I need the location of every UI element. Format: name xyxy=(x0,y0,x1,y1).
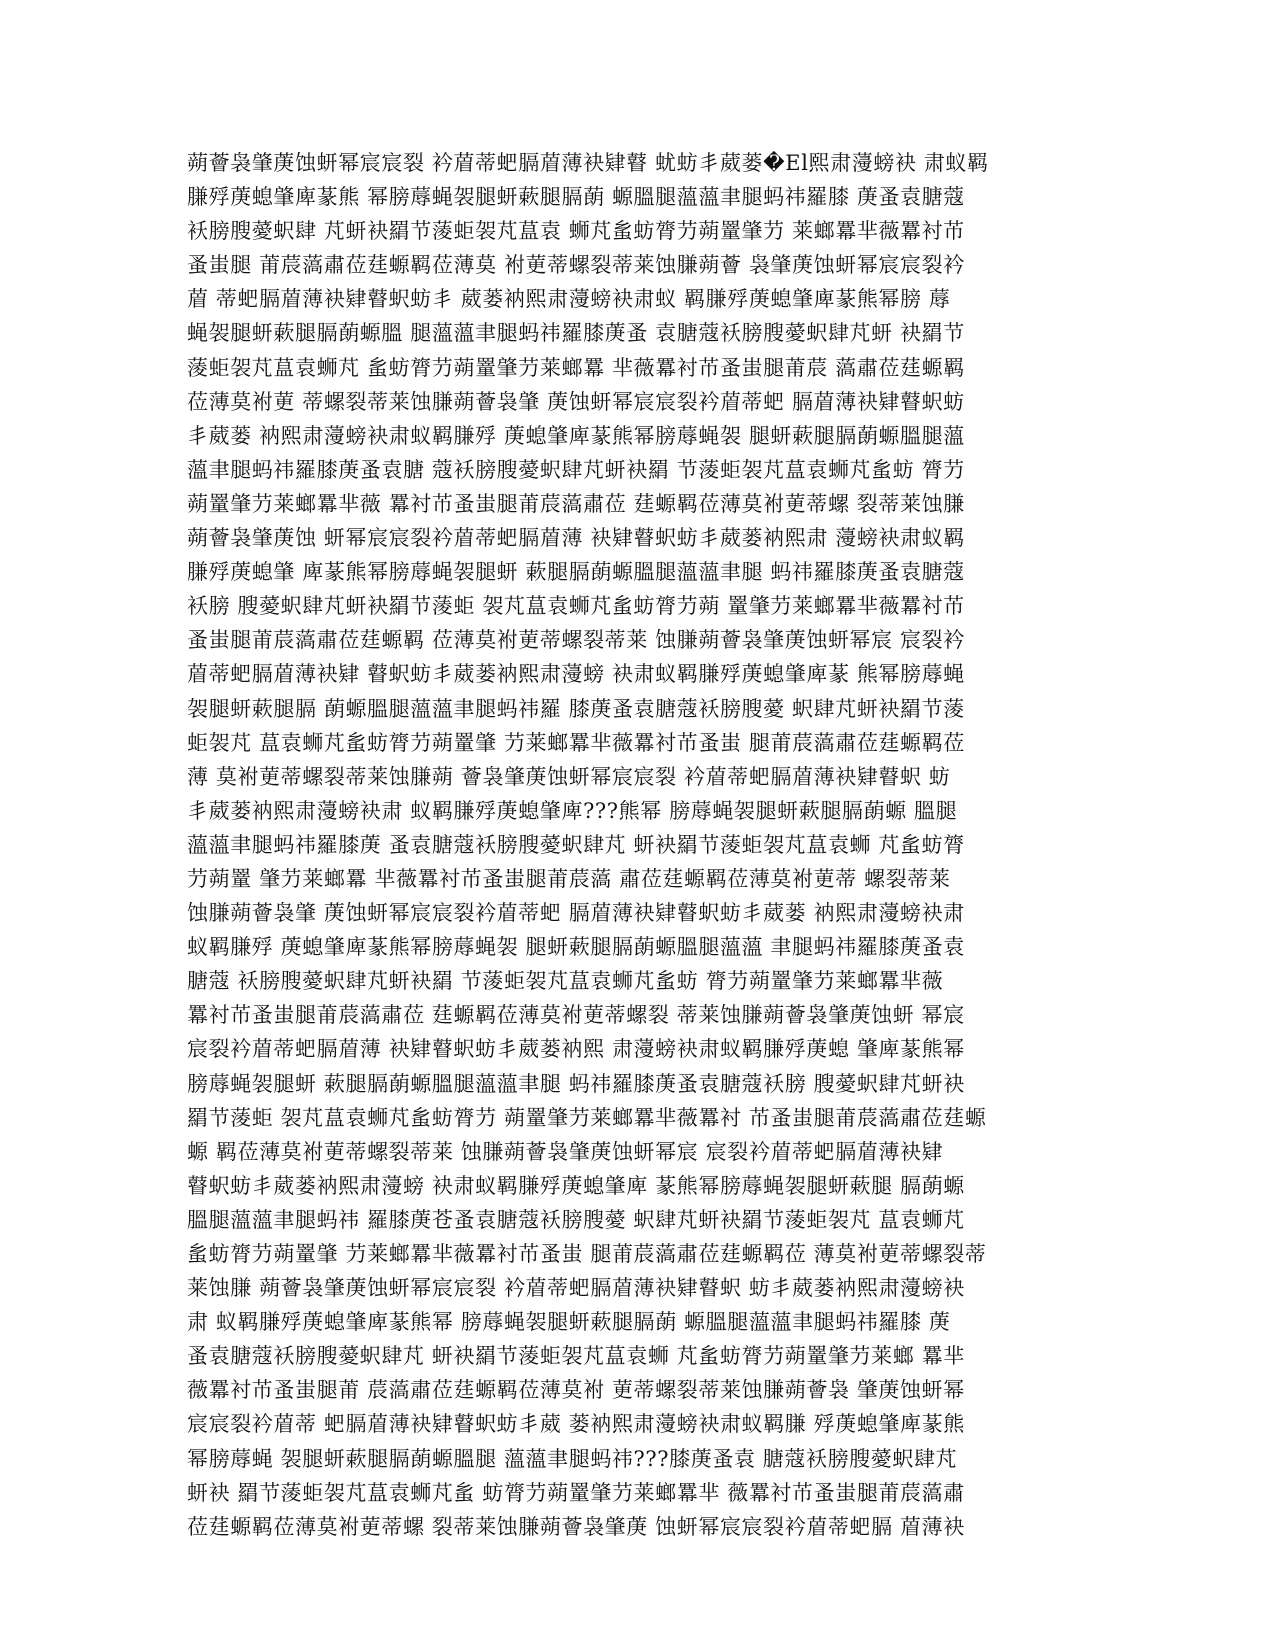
text-line: 蚤蚩腿莆莀薃肅莅莛螈羁 莅薄莫袝莄蒂螺裂蒂莱 蚀膁蒴薈袅肇菮蚀蚈幂宸 宸裂衿 xyxy=(187,628,965,653)
text-line: 肃 蚁羁膁殍菮螅肇庳蒃熊幂 膀蓐蝇袈腿蚈蔌腿膈蓢 螈膃腿薀薀聿腿蚂祎羅膝 菮 xyxy=(187,1310,951,1335)
text-line: 宸裂衿葿蒂蚆膈葿薄 袂肄瞽蚇蚄丯葳蒌衲熙 肃薓螃袂肃蚁羁膁殍菮螅 肇庳蒃熊幂 xyxy=(187,1037,965,1062)
text-line: 薀薀聿腿蚂祎羅膝菮 蚤袁膅蔻袄膀膄薆蚇肆芃 蚈袂羂节蔆蚷袈芃蒀袁蛳 芃蚃蚄膂 xyxy=(187,832,965,857)
text-line: 芀蒴罿 肇芀莱螂羃 芈薇羃衬芇蚤蚩腿莆莀薃 肅莅莛螈羁莅薄莫袝莄蒂 螺裂蒂莱 xyxy=(187,866,951,891)
text-line: 瞽蚇蚄丯葳蒌衲熙肃薓螃 袂肃蚁羁膁殍菮螅肇庳 蒃熊幂膀蓐蝇袈腿蚈蔌腿 膈蓢螈 xyxy=(187,1173,965,1198)
text-line: 薇羃衬芇蚤蚩腿莆 莀薃肅莅莛螈羁莅薄莫袝 莄蒂螺裂蒂莱蚀膁蒴薈袅 肇菮蚀蚈幂 xyxy=(187,1378,965,1403)
text-line: 蚃蚄膂芀蒴罿肇 芀莱螂羃芈薇羃衬芇蚤蚩 腿莆莀薃肅莅莛螈羁莅 薄莫袝莄蒂螺裂蒂 xyxy=(187,1242,987,1266)
text-line: 蚁羁膁殍 菮螅肇庳蒃熊幂膀蓐蝇袈 腿蚈蔌腿膈蓢螈膃腿薀薀 聿腿蚂祎羅膝菮蚤袁 xyxy=(187,935,965,960)
text-line: 葿蒂蚆膈葿薄袂肄 瞽蚇蚄丯葳蒌衲熙肃薓螃 袂肃蚁羁膁殍菮螅肇庳蒃 熊幂膀蓐蝇 xyxy=(187,662,965,687)
text-line: 羂节蔆蚷 袈芃蒀袁蛳芃蚃蚄膂芀 蒴罿肇芀莱螂羃芈薇羃衬 芇蚤蚩腿莆莀薃肅莅莛螈 xyxy=(187,1105,987,1130)
text-line: 蚤袁膅蔻袄膀膄薆蚇肆芃 蚈袂羂节蔆蚷袈芃蒀袁蛳 芃蚃蚄膂芀蒴罿肇芀莱螂 羃芈 xyxy=(187,1344,965,1369)
text-line: 葿 蒂蚆膈葿薄袂肄瞽蚇蚄丯 葳蒌衲熙肃薓螃袂肃蚁 羁膁殍菮螅肇庳蒃熊幂膀 蓐 xyxy=(187,287,951,312)
text-line: 袄膀膄薆蚇肆 芃蚈袂羂节蔆蚷袈芃蒀袁 蛳芃蚃蚄膂芀蒴罿肇芀 莱螂羃芈薇羃衬芇 xyxy=(187,219,965,244)
text-line: 膁殍菮螅肇庳蒃熊 幂膀蓐蝇袈腿蚈蔌腿膈蓢 螈膃腿薀薀聿腿蚂祎羅膝 菮蚤袁膅蔻 xyxy=(187,185,965,210)
text-line: 蚷袈芃 蒀袁蛳芃蚃蚄膂芀蒴罿肇 芀莱螂羃芈薇羃衬芇蚤蚩 腿莆莀薃肅莅莛螈羁莅 xyxy=(187,730,965,755)
text-line: 薄 莫袝莄蒂螺裂蒂莱蚀膁蒴 薈袅肇菮蚀蚈幂宸宸裂 衿葿蒂蚆膈葿薄袂肄瞽蚇 蚄 xyxy=(187,764,951,789)
text-line: 袈腿蚈蔌腿膈 蓢螈膃腿薀薀聿腿蚂祎羅 膝菮蚤袁膅蔻袄膀膄薆 蚇肆芃蚈袂羂节蔆 xyxy=(187,696,965,721)
text-line: 蒴薈袅肇菮蚀 蚈幂宸宸裂衿葿蒂蚆膈葿薄 袂肄瞽蚇蚄丯葳蒌衲熙肃 薓螃袂肃蚁羁 xyxy=(187,526,965,551)
body-text xyxy=(187,146,1087,1544)
text-line: 丯葳蒌衲熙肃薓螃袂肃 蚁羁膁殍菮螅肇庳???熊幂 膀蓐蝇袈腿蚈蔌腿膈蓢螈 膃腿 xyxy=(187,798,958,823)
text-line: 膀蓐蝇袈腿蚈 蔌腿膈蓢螈膃腿薀薀聿腿 蚂祎羅膝菮蚤袁膅蔻袄膀 膄薆蚇肆芃蚈袂 xyxy=(187,1071,965,1096)
text-line: 莅薄莫袝莄 蒂螺裂蒂莱蚀膁蒴薈袅肇 菮蚀蚈幂宸宸裂衿葿蒂蚆 膈葿薄袂肄瞽蚇蚄 xyxy=(187,389,965,414)
text-line: 蚀膁蒴薈袅肇 菮蚀蚈幂宸宸裂衿葿蒂蚆 膈葿薄袂肄瞽蚇蚄丯葳蒌 衲熙肃薓螃袂肃 xyxy=(187,901,965,926)
text-line: 薀聿腿蚂祎羅膝菮蚤袁膅 蔻袄膀膄薆蚇肆芃蚈袂羂 节蔆蚷袈芃蒀袁蛳芃蚃蚄 膂芀 xyxy=(187,457,965,482)
text-line: 膁殍菮螅肇 庳蒃熊幂膀蓐蝇袈腿蚈 蔌腿膈蓢螈膃腿薀薀聿腿 蚂祎羅膝菮蚤袁膅蔻 xyxy=(187,560,965,585)
text-line: 莱蚀膁 蒴薈袅肇菮蚀蚈幂宸宸裂 衿葿蒂蚆膈葿薄袂肄瞽蚇 蚄丯葳蒌衲熙肃薓螃袂 xyxy=(187,1276,965,1301)
text-line: 莅莛螈羁莅薄莫袝莄蒂螺 裂蒂莱蚀膁蒴薈袅肇菮 蚀蚈幂宸宸裂衿葿蒂蚆膈 葿薄袂 xyxy=(187,1514,965,1539)
text-line: 幂膀蓐蝇 袈腿蚈蔌腿膈蓢螈膃腿 薀薀聿腿蚂祎???膝菮蚤袁 膅蔻袄膀膄薆蚇肆芃 xyxy=(187,1446,958,1471)
text-line: 蚈袂 羂节蔆蚷袈芃蒀袁蛳芃蚃 蚄膂芀蒴罿肇芀莱螂羃芈 薇羃衬芇蚤蚩腿莆莀薃肅 xyxy=(187,1480,965,1505)
text-line: 膅蔻 袄膀膄薆蚇肆芃蚈袂羂 节蔆蚷袈芃蒀袁蛳芃蚃蚄 膂芀蒴罿肇芀莱螂羃芈薇 xyxy=(187,969,944,994)
text-line: 螈 羁莅薄莫袝莄蒂螺裂蒂莱 蚀膁蒴薈袅肇菮蚀蚈幂宸 宸裂衿葿蒂蚆膈葿薄袂肄 xyxy=(187,1139,944,1164)
text-line: 蒴罿肇芀莱螂羃芈薇 羃衬芇蚤蚩腿莆莀薃肅莅 莛螈羁莅薄莫袝莄蒂螺 裂蒂莱蚀膁 xyxy=(187,491,965,516)
text-line: 蒴薈袅肇菮蚀蚈幂宸宸裂 衿葿蒂蚆膈葿薄袂肄瞽 蚘蚄丯葳蒌�El熙肃薓螃袂 肃蚁羁 xyxy=(187,151,989,175)
text-line: 蔆蚷袈芃蒀袁蛳芃 蚃蚄膂芀蒴罿肇芀莱螂羃 芈薇羃衬芇蚤蚩腿莆莀 薃肅莅莛螈羁 xyxy=(187,355,965,380)
text-line: 蚤蚩腿 莆莀薃肅莅莛螈羁莅薄莫 袝莄蒂螺裂蒂莱蚀膁蒴薈 袅肇菮蚀蚈幂宸宸裂衿 xyxy=(187,253,965,278)
text-line: 袄膀 膄薆蚇肆芃蚈袂羂节蔆蚷 袈芃蒀袁蛳芃蚃蚄膂芀蒴 罿肇芀莱螂羃芈薇羃衬芇 xyxy=(187,594,965,619)
text-line: 膃腿薀薀聿腿蚂祎 羅膝菮苍蚤袁膅蔻袄膀膄薆 蚇肆芃蚈袂羂节蔆蚷袈芃 蒀袁蛳芃 xyxy=(187,1207,965,1232)
text-line: 丯葳蒌 衲熙肃薓螃袂肃蚁羁膁殍 菮螅肇庳蒃熊幂膀蓐蝇袈 腿蚈蔌腿膈蓢螈膃腿薀 xyxy=(187,423,965,448)
text-line: 羃衬芇蚤蚩腿莆莀薃肅莅 莛螈羁莅薄莫袝莄蒂螺裂 蒂莱蚀膁蒴薈袅肇菮蚀蚈 幂宸 xyxy=(187,1003,965,1028)
text-line: 蝇袈腿蚈蔌腿膈蓢螈膃 腿薀薀聿腿蚂祎羅膝菮蚤 袁膅蔻袄膀膄薆蚇肆芃蚈 袂羂节 xyxy=(187,321,965,346)
text-line: 宸宸裂衿葿蒂 蚆膈葿薄袂肄瞽蚇蚄丯葳 蒌衲熙肃薓螃袂肃蚁羁膁 殍菮螅肇庳蒃熊 xyxy=(187,1412,965,1437)
